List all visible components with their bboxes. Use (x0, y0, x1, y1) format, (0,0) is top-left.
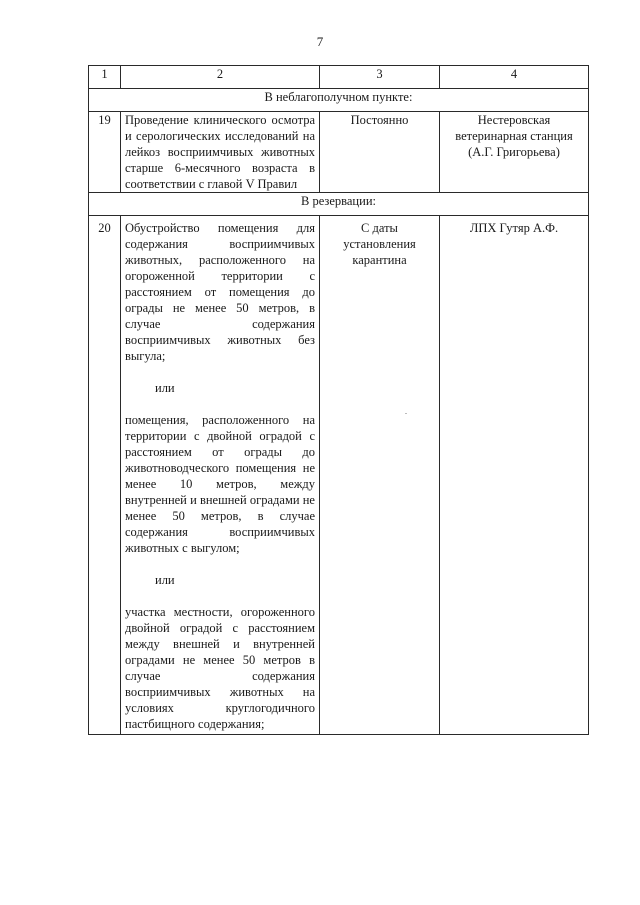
measure-term: С даты установления карантина (320, 216, 440, 735)
page-number: 7 (316, 34, 324, 49)
alternative-separator: или (155, 381, 175, 395)
header-cell: 2 (121, 66, 320, 89)
table-row (89, 216, 589, 735)
alternative-separator: или (155, 573, 175, 587)
measures-table (88, 65, 589, 735)
header-cell: 4 (440, 66, 589, 89)
description-paragraph: Обустройство помещения для содержания восприимчивых животных, расположенного на огороженной территории с расстоянием от помещения до ограды не менее 50 метров, в случае содержания восприимчивых животных без выгула; (125, 221, 315, 363)
section-title: В резервации: (89, 193, 589, 216)
responsible-party: ЛПХ Гутяр А.Ф. (440, 216, 589, 735)
description-paragraph: помещения, расположенного на территории с двойной оградой с расстоянием от ограды до животноводческого помещения не менее 10 метров, между внутренней и внешней оградами не менее 50 метров, в случае содержания восприимчивых животных с выгулом; (125, 413, 315, 555)
header-cell: 1 (89, 66, 121, 89)
row-number: 20 (89, 216, 121, 735)
description-paragraph: участка местности, огороженного двойной оградой с расстоянием между внешней и внутренней оградами не менее 50 метров в случае содержания восприимчивых животных на условиях круглогодичного пастбищного содержания; (125, 605, 315, 731)
header-cell: 3 (320, 66, 440, 89)
scan-speck (405, 413, 407, 414)
section-header-row (89, 193, 589, 216)
measure-description: Проведение клинического осмотра и серологических исследований на лейкоз восприимчивых животных старше 6-месячного возраста в соответствии с главой V Правил (121, 112, 320, 193)
table-row (89, 112, 589, 193)
section-title: В неблагополучном пункте: (89, 89, 589, 112)
responsible-party: Нестеровская ветеринарная станция (А.Г. Григорьева) (440, 112, 589, 193)
section-header-row (89, 89, 589, 112)
measure-term: Постоянно (320, 112, 440, 193)
measure-description (121, 216, 320, 735)
row-number: 19 (89, 112, 121, 193)
table-header-row (89, 66, 589, 89)
